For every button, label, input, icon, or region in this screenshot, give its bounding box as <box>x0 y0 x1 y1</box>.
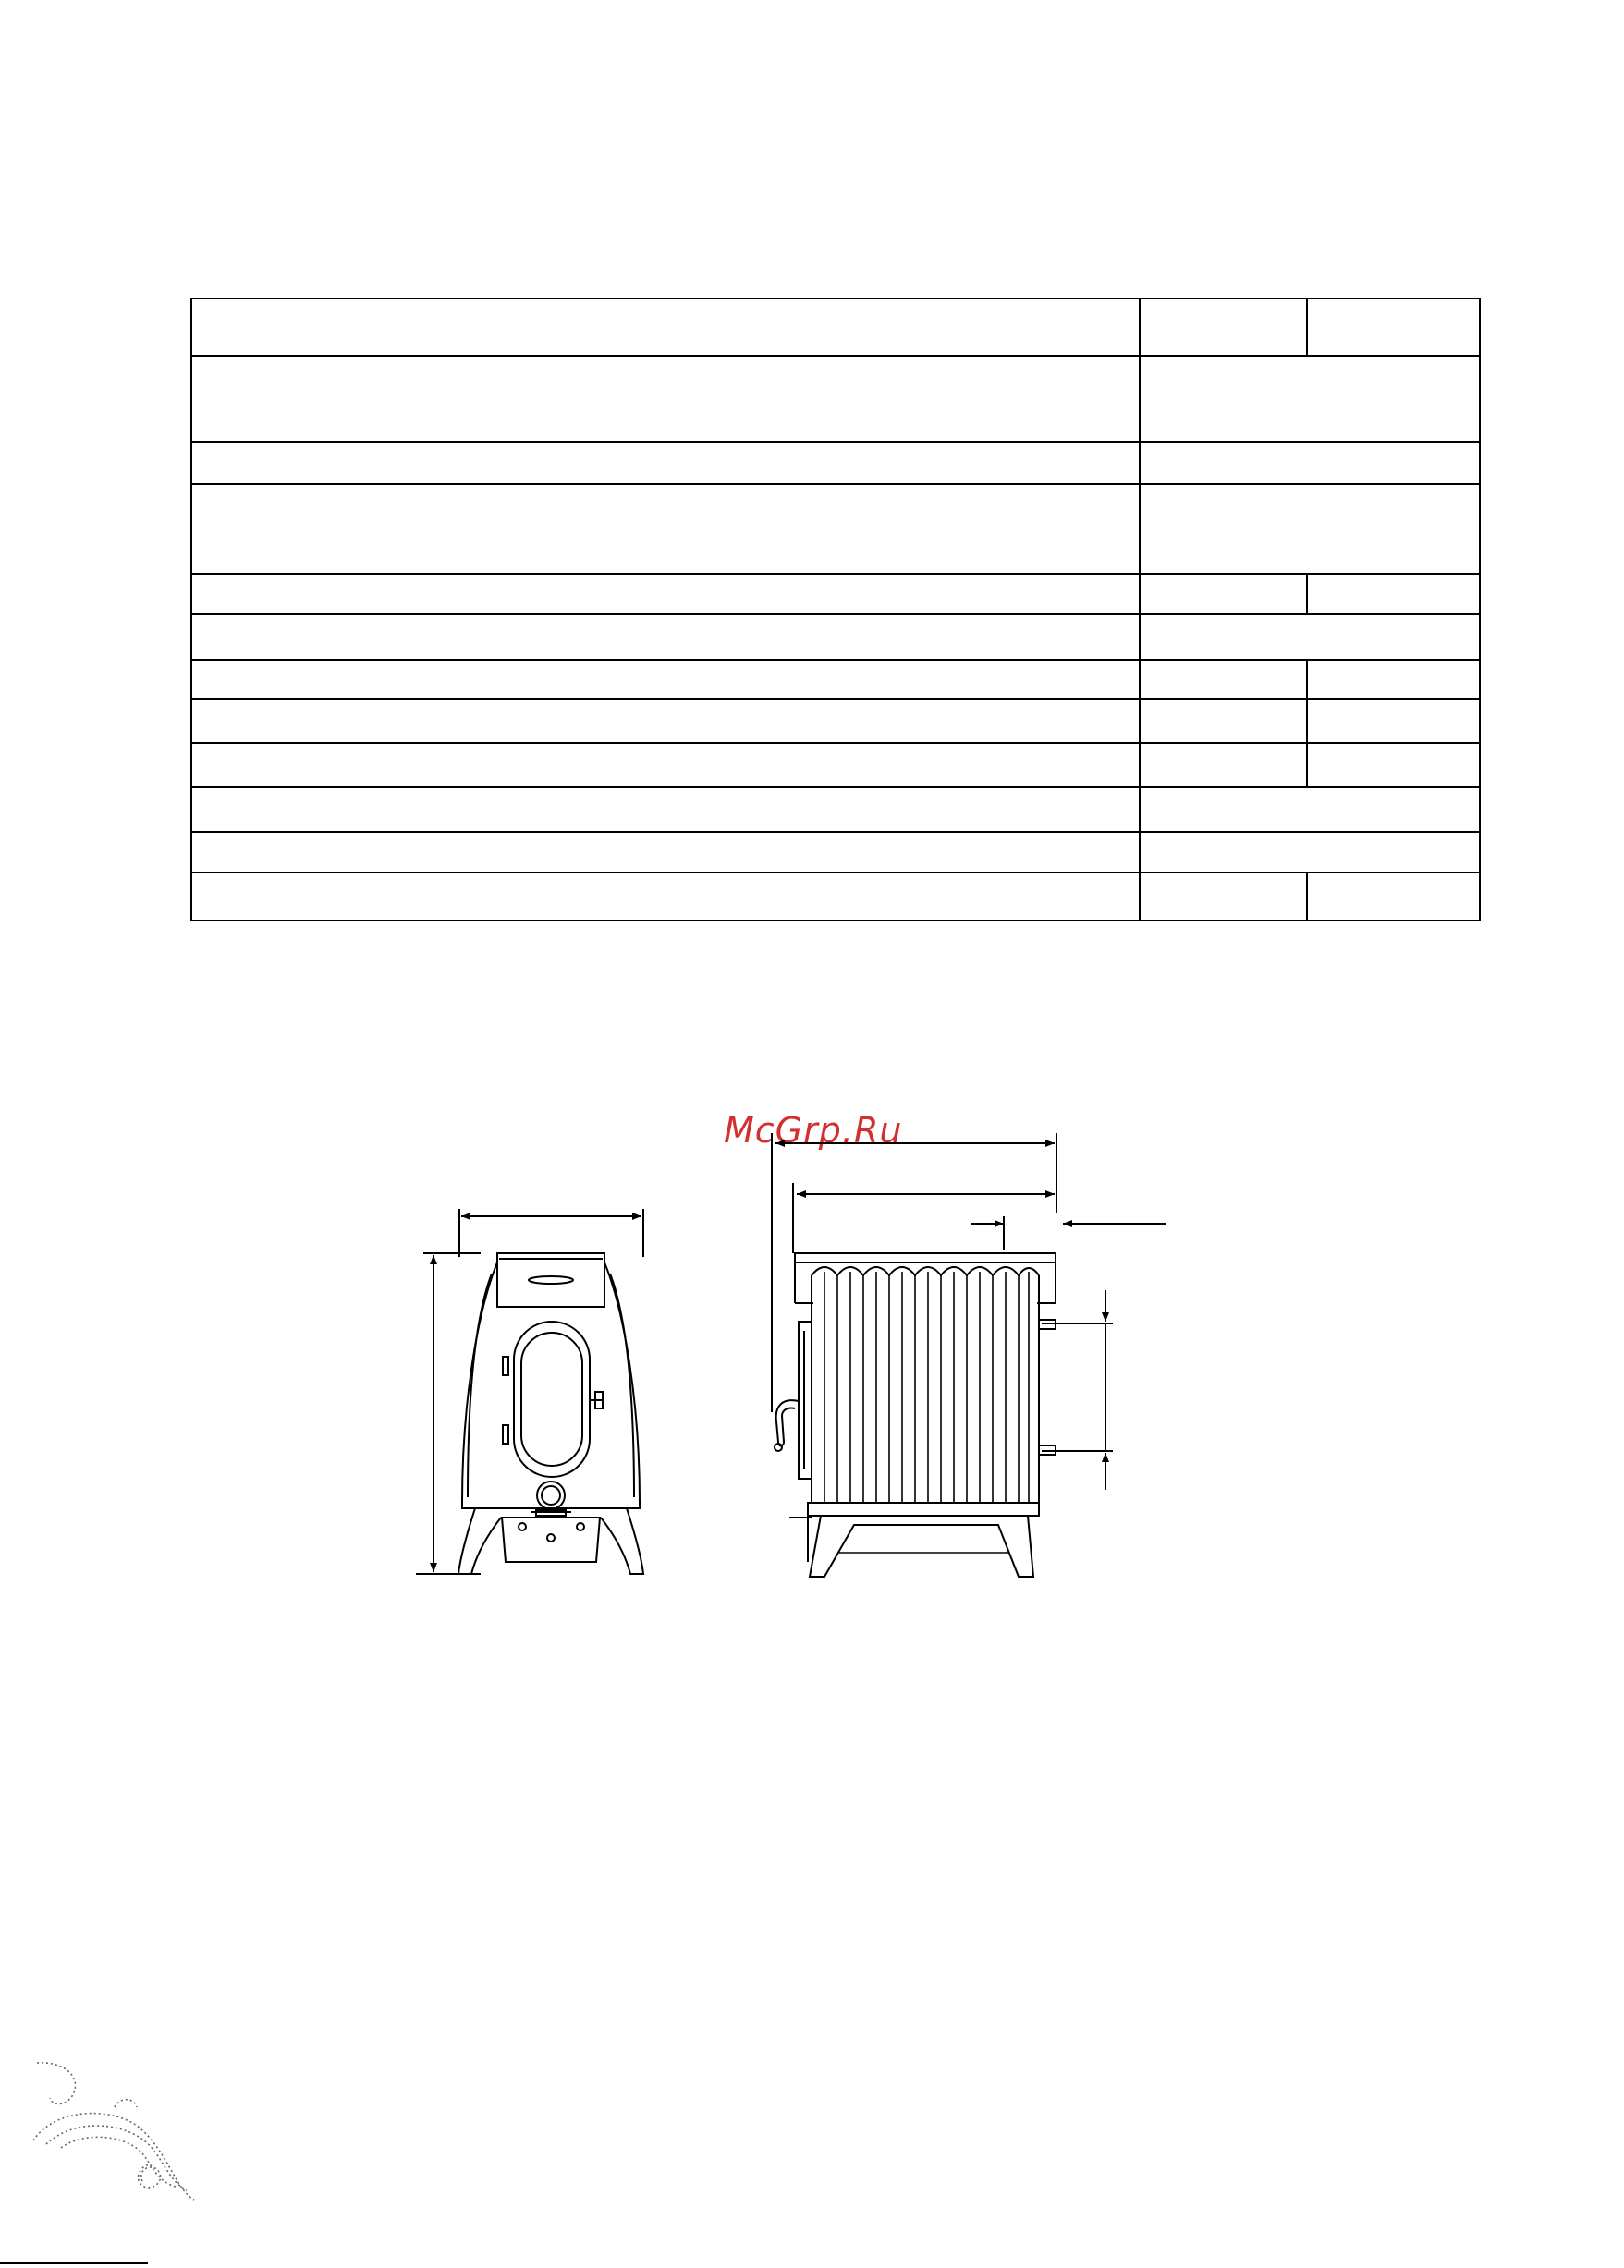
stove-front-view <box>416 1209 643 1574</box>
footer-rule <box>0 2262 148 2264</box>
watermark-text: McGrp.Ru <box>724 1110 903 1151</box>
stove-side-view <box>772 1133 1166 1577</box>
swirl-ornament-icon <box>28 2052 213 2218</box>
